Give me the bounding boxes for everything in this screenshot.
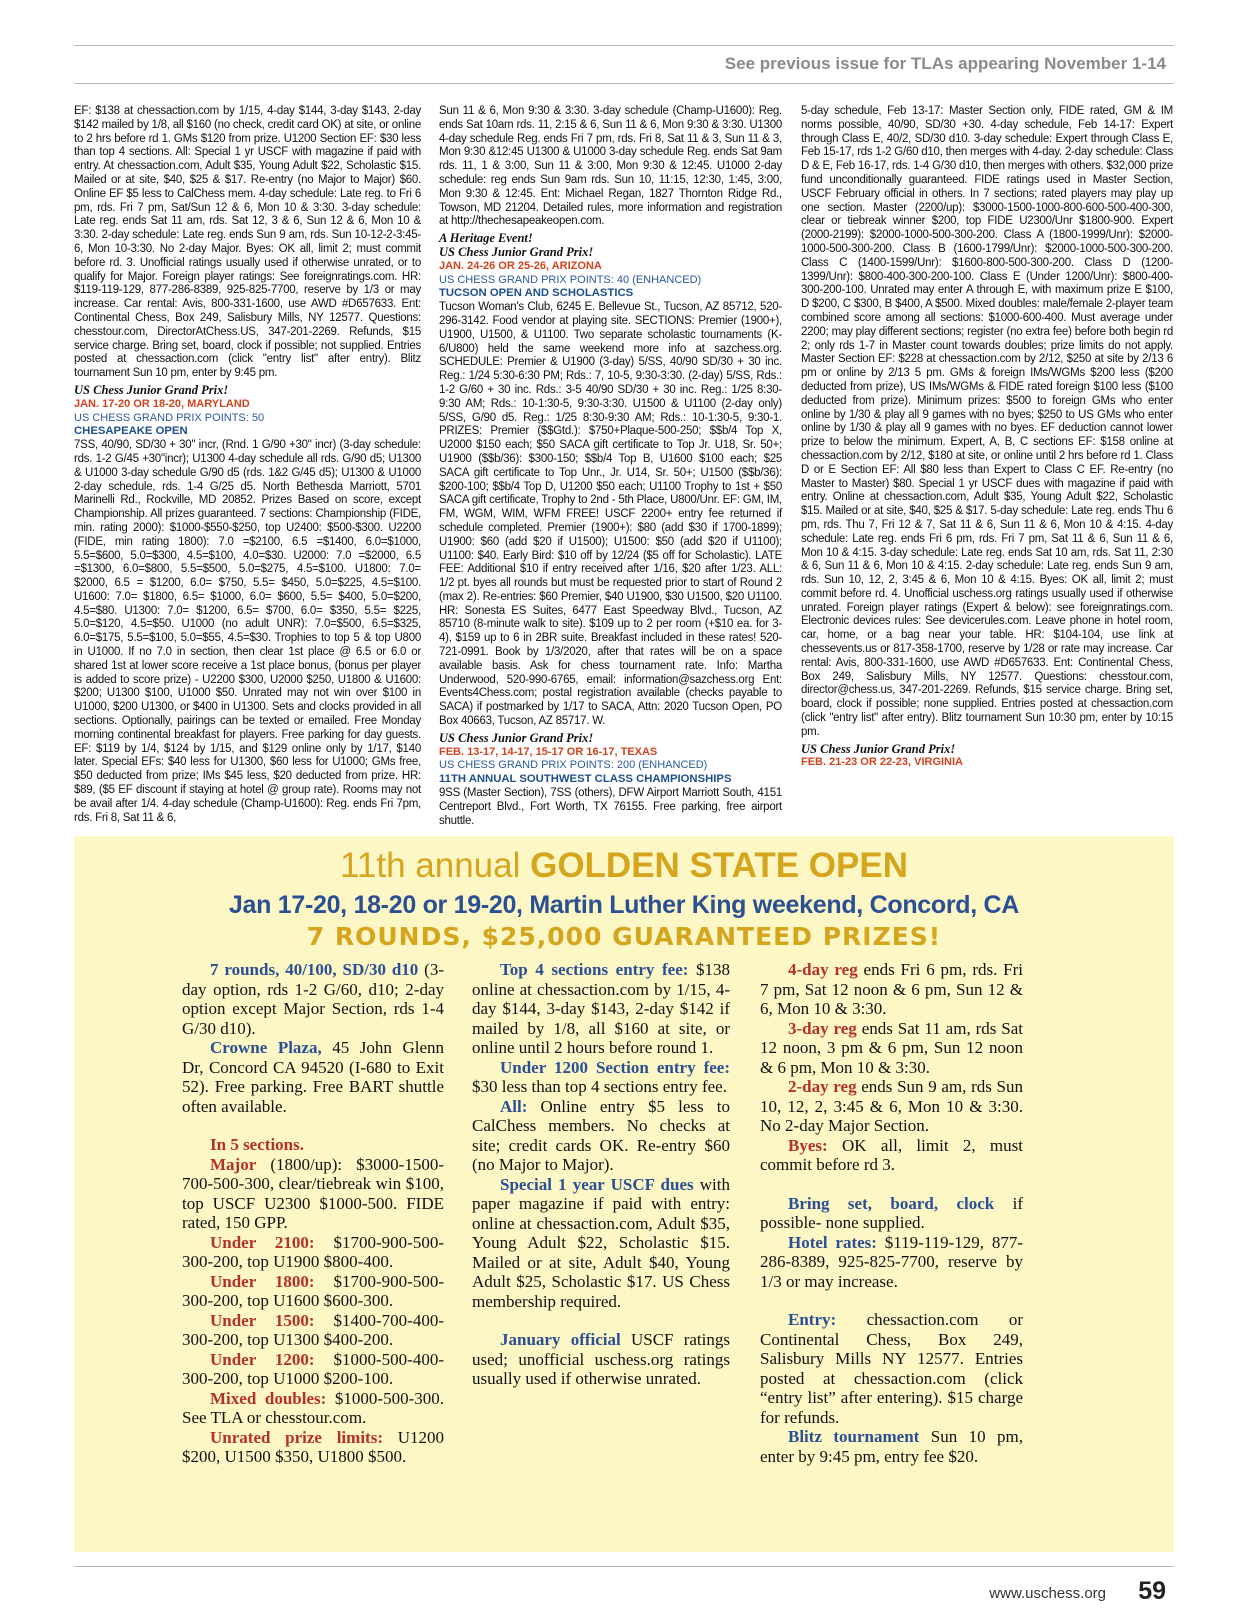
listing-dates: JAN. 17-20 OR 18-20, MARYLAND [74, 397, 250, 410]
listing-text: 5-day schedule, Feb 13-17: Master Section only, FIDE rated, GM & IM norms possible, 40/90, SD/30 +30. 4-day schedule, Feb 14-17: Expert through Class E, 40/2, SD/30 d10. 3-day schedule: Expert through Class E, Feb 15-17, rds 1-2 G/60 d10, then merges with 4-day. 2-day schedule: Class D & E, Feb 16-17, rds. 1-4 G/30 d10, then merges with others. $32,000 prize fund unconditionally guaranteed. FIDE ratings used in Master Section, USCF February official in others. In 7 sections; rated players may play up one section. Master (2200/up): $3000-1500-1000-800-600-500-400-300, clear or tiebreak winner $200, top FIDE U2300/Unr $1800-900. Expert (2000-2199): $2000-1000-500-300-200. Class A (1800-1999/Unr): $2000-1000-500-300-200. Class B (1600-1799/Unr): $2000-1000-500-300-200. Class C (1400-1599/Unr): $1600-800-500-300-200. Class D (1200-1399/Unr): $800-400-300-200-100. Class E (Under 1200/Unr): $800-400-300-200-100. Unrated may enter A through E, with maximum prize E $100, D $200, C $300, B $400, A $500. Mixed doubles: male/female 2-player team combined score among all sections: $1000-600-400. Must average under 2200; may play different sections; register (no extra fee) before both begin rd 2; only rds 1-7 in Master count towards doubles; prize limits do not apply. Master Section EF: $228 at chessaction.com by 2/12, $250 at site by 2/13 6 pm or online by 2/13 5 pm. GMs & foreign IMs/WGMs $200 less ($200 deducted from prize), US IMs/WGMs & FIDE rated foreign $100 less ($100 deducted from prize). Minimum prizes: $500 to foreign GMs who enter online by 1/30 & play all 9 games with no byes; $250 to US GMs who enter online by 1/30 & play all 9 games with no byes. EF deduction cannot lower prize to below the minimum. Expert, A, B, C sections EF: $158 online at chessaction.com by 2/12, $180 at site, or online until 2 hrs before rd 1. Class D or E Section EF: All $80 less than Expert to Class C EF. Re-entry (no Master to Master) $80. Special 1 yr USCF dues with magazine if paid with entry. Online at chessaction.com, Adult $35, Young Adult $22, Scholastic $15. Mailed or at site, $40, $25 & $17. 5-day schedule: Late reg. ends Thu 6 pm, rds. Thu 7, Fri 12 & 7, Sat 11 & 6, Sun 11 & 6, Mon 10 & 4:15. 4-day schedule: Late reg. ends Fri 6 pm, rds. Fri 7 pm, Sat 11 & 6, Sun 11 & 6, Mon 10 & 4:15. 3-day schedule: Late reg. ends Sat 10 am, rds. Sat 11, 2:30 & 6, Sun 11 & 6, Mon 10 & 4:15. 2-day schedule: Late reg. ends Sun 9 am, rds. Sun 10, 12, 2, 3:45 & 6, Mon 10 & 4:15. Byes: OK all, limit 2; must commit before rd. 4. Unofficial uschess.org ratings usually used if otherwise unrated. Foreign player ratings (Expert & below): see foreignratings.com. Electronic devices rules: See devicerules.com. Leave phone in hotel room, car, home, or a bag near your table. HR: $104-104, use link at chessevents.us or 817-358-1700, reserve by 1/28 or rate may increase. Car rental: Avis, 800-331-1600, use AWD #D657633. Ent: Continental Chess, Box 249, Salisbury Mills, NY 12577. Questions: chesstour.com, director@chess.us, 347-201-2269. Refunds, $15 service charge. Bring set, board, clock if possible; none supplied. Entries posted at chessaction.com (click "entry list" after entry). Blitz tournament Sun 10:30 pm, enter by 10:15 pm. [801, 105, 1173, 738]
ad-text: $1000-500-400-300-200, top U1000 $200-100. [182, 1349, 444, 1388]
listing-heritage: A Heritage Event! [439, 231, 533, 246]
listing-dates: FEB. 21-23 OR 22-23, VIRGINIA [801, 756, 963, 769]
ad-label: Under 1800: [210, 1271, 315, 1291]
ad-text: 45 John Glenn Dr, Concord CA 94520 (I-680 to Exit 52). Free parking. Free BART shuttle often available. [182, 1038, 444, 1116]
ad-label: In 5 sections. [210, 1135, 304, 1154]
ad-para [182, 1272, 444, 1311]
ad-text: Online entry $5 less to CalChess members. No checks at site; credit cards OK. Re-entry $60 (no Major to Major). [472, 1096, 730, 1174]
listing-event-title: TUCSON OPEN AND SCHOLASTICS [439, 287, 634, 300]
ad-para [182, 1350, 444, 1389]
page-number: 59 [1138, 1577, 1166, 1605]
ad-text: ends Fri 6 pm, rds. Fri 7 pm, Sat 12 noon & 6 pm, Sun 12 & 6, Mon 10 & 3:30. [760, 960, 1024, 1018]
ad-para [182, 1311, 444, 1350]
ad-text: $30 less than top 4 sections entry fee. [472, 1077, 727, 1096]
ad-text: $1000-500-300. See TLA or chesstour.com. [182, 1388, 444, 1427]
column-2 [439, 105, 782, 827]
ad-title-prefix: 11th annual [340, 846, 531, 885]
ad-column-3 [760, 960, 1023, 1466]
ad-column-1 [182, 960, 444, 1467]
ad-text: U1200 $200, U1500 $350, U1800 $500. [182, 1427, 444, 1466]
ad-text: $1700-900-500-300-200, top U1600 $600-300. [182, 1271, 444, 1310]
ad-para [760, 1019, 1023, 1078]
ad-para [760, 1310, 1023, 1427]
listing-gp-points: US CHESS GRAND PRIX POINTS: 200 (ENHANCED) [439, 759, 708, 772]
listing-text: 9SS (Master Section), 7SS (others), DFW Airport Marriott South, 4151 Centreport Blvd., Fort Worth, TX 76155. Free parking, free airport shuttle. [439, 787, 782, 827]
ad-label: 3-day reg [788, 1018, 857, 1038]
footer-rule [74, 1566, 1174, 1567]
ad-para [760, 1427, 1023, 1466]
ad-label: Hotel rates: [788, 1232, 877, 1252]
ad-label: 4-day reg [788, 960, 858, 979]
listing-heritage: US Chess Junior Grand Prix! [801, 741, 956, 756]
ad-label: Unrated prize limits: [210, 1427, 383, 1447]
footer-url[interactable]: www.uschess.org [989, 1585, 1106, 1602]
listing-gp-points: US CHESS GRAND PRIX POINTS: 50 [74, 411, 265, 424]
ad-text: USCF ratings used; unofficial uschess.org ratings usually used if otherwise unrated. [472, 1330, 730, 1388]
ad-text: (3-day option, rds 1-2 G/60, d10; 2-day option except Major Section, rds 1-4 G/30 d10). [182, 960, 444, 1038]
ad-subtitle: Jan 17-20, 18-20 or 19-20, Martin Luther King weekend, Concord, CA [228, 891, 1020, 919]
ad-column-2 [472, 960, 730, 1389]
ad-label: Crowne Plaza, [210, 1038, 322, 1057]
ad-text: ends Sat 11 am, rds Sat 12 noon, 3 pm & 6 pm, Sun 12 noon & 6 pm, Mon 10 & 3:30. [760, 1018, 1023, 1077]
ad-para [472, 1058, 730, 1097]
ad-para [760, 1136, 1023, 1175]
ad-para [760, 1233, 1023, 1292]
listing-dates: JAN. 24-26 OR 25-26, ARIZONA [439, 259, 602, 272]
listing-heritage: US Chess Junior Grand Prix! [439, 244, 594, 259]
ad-text: ends Sun 9 am, rds Sun 10, 12, 2, 3:45 & 6, Mon 10 & 3:30. No 2-day Major Section. [760, 1077, 1023, 1135]
ad-para [182, 1233, 444, 1272]
ad-text: $1700-900-500-300-200, top U1900 $800-400. [182, 1232, 444, 1271]
ad-text: $138 online at chessaction.com by 1/15, 4-day $144, 3-day $143, 2-day $142 if mailed by 1/8, all $160 at site, or online until 2 hours before round 1. [472, 960, 731, 1057]
ad-text: $1400-700-400-300-200, top U1300 $400-200. [182, 1310, 444, 1349]
ad-label: January official [500, 1330, 621, 1349]
listing-gp-points: US CHESS GRAND PRIX POINTS: 40 (ENHANCED) [439, 273, 702, 286]
ad-label: All: [500, 1096, 528, 1116]
ad-para [760, 960, 1023, 1019]
ad-label: Byes: [788, 1135, 828, 1155]
listing-text: 7SS, 40/90, SD/30 + 30" incr, (Rnd. 1 G/90 +30" incr) (3-day schedule: rds. 1-2 G/45 +30"incr); U1300 4-day schedule all rds. G/90 d5; U1300 & U1000 3-day schedule G/90 d5 (rds. 1&2 G/45 d5); U1300 & U1000 2-day schedule, rds. 1-4 G/25 d5. North Bethesda Marriott, 5701 Marinelli Rd., Rockville, MD 20852. Prizes Based on score, except Championship. All prizes guaranteed. 7 sections: Championship (FIDE, min. rating 2000): $1000-$550-$250, top U2400: $500-$300. U2200 (FIDE, min rating 1800): 7.0 =$2100, 6.5 =$1400, 6.0=$1000, 5.5=$600, 5.0=$300, 4.5=$100, 4.0=$30. U2000: 7.0 =$2000, 6.5 =$1300, 6.0=$800, 5.5=$500, 5.0=$275, 4.5=$100. U1800: 7.0= $2000, 6.5 = $1200, 6.0= $750, 5.5= $450, 5.0=$225, 4.5=$100. U1600: 7.0= $1800, 6.5= $1000, 6.0= $600, 5.5= $400, 5.0=$200, 4.5=$80. U1300: 7.0= $1200, 6.5= $700, 6.0= $350, 5.5= $225, 5.0=$120, 4.5=$50. U1000 (no adult UNR): 7.0=$500, 6.5=$325, 6.0=$175, 5.5=$100, 5.0=$55, 4.5=$30. Trophies to top 5 & top U800 in U1000. If no 7.0 in section, then clear 1st place @ 6.5 or 6.0 or shared 1st at lower score receive a 1st place bonus, (bonus per player is added to score prize) - U2200 $300, U2000 $250, U1800 & U1600: $200; U1300 $100, U1000 $50. Unrated may not win over $100 in U1000, $200 U1300, or $400 in U1300. Sets and clocks provided in all sections. Optionally, pairings can be texted or emailed. Free Monday morning continental breakfast for players. Free parking for day guests. EF: $119 by 1/4, $124 by 1/15, and $129 online only by 1/17, $140 later. Special EFs: $40 less for U1300, $60 less for U1000; GMs free, $50 deducted from prize; IMs $45 less, $20 deducted from prize. HR: $89, ($5 EF discount if staying at hotel @ group rate). Rooms may not be avail after 1/4. 4-day schedule (Champ-U1600): Reg. ends Fri 7pm, rds. Fri 8, Sat 11 & 6, [74, 439, 421, 824]
ad-para [760, 1077, 1023, 1136]
ad-para [182, 1038, 444, 1116]
ad-text: Sun 10 pm, enter by 9:45 pm, entry fee $20. [760, 1427, 1023, 1466]
listing-text: Sun 11 & 6, Mon 9:30 & 3:30. 3-day schedule (Champ-U1600): Reg. ends Sat 10am rds. 11, 2:15 & 6, Sun 11 & 6, Mon 9:30 & 3:30. U1300 4-day schedule Reg. ends Fri 7 pm, rds. Fri 8, Sat 11 & 3, Sun 11 & 3, Mon 9:30 &12:45 U1300 & U1000 3-day schedule Reg. ends Sat 9am rds. 11, 1 & 3:00, Sun 11 & 3:00, Mon 9:30 & 12:45. U1000 2-day schedule: reg ends Sun 9am rds. Sun 10, 11:15, 12:30, 1:45, 3:00, Mon 9:30 & 12:45. Ent: Michael Regan, 1827 Thornton Ridge Rd., Towson, MD 21204. Detailed rules, more information and registration at http://thechesapeakeopen.com. [439, 105, 782, 228]
ad-rounds-banner: 7 ROUNDS, $25,000 GUARANTEED PRIZES! [306, 922, 942, 951]
ad-para [182, 1428, 444, 1467]
ad-label: Bring set, board, clock [788, 1193, 995, 1213]
ad-label: Special 1 year USCF dues [500, 1174, 694, 1194]
listing-event-title: 11TH ANNUAL SOUTHWEST CLASS CHAMPIONSHIPS [439, 773, 732, 786]
ad-para [760, 1194, 1023, 1233]
ad-label: Mixed doubles: [210, 1388, 327, 1408]
golden-state-open-ad [74, 836, 1174, 1552]
listing-heritage: US Chess Junior Grand Prix! [439, 730, 594, 745]
listing-text: EF: $138 at chessaction.com by 1/15, 4-day $144, 3-day $143, 2-day $142 mailed by 1/8, all $160 (no check, credit card OK) at site, or online to 2 hrs before rd 1. GMs $120 from prize. U1200 Section EF: $30 less than top 4 sections. All: Special 1 yr USCF with magazine if paid with entry. At chessaction.com, Adult $35, Young Adult $22, Scholastic $15. Mailed or at site, $40, $25 & $17. Re-entry (no Major to Major) $60. Online EF $5 less to CalChess mem. 4-day schedule: Late reg. to Fri 6 pm, rds. Fri 7 pm, Sat/Sun 12 & 6, Mon 10 & 3:30. 3-day schedule: Late reg. ends Sat 11 am, rds. Sat 12, 3 & 6, Sun 12 & 6, Mon 10 & 3:30. 2-day schedule: Late reg. ends Sun 9 am, rds. Sun 10-12-2-3:45-6, Mon 10-3:30. No 2-day Major. Byes: OK all, limit 2; must commit before rd. 3. Unofficial ratings usually used if otherwise unrated, or to qualify for Major. Foreign player ratings: See foreignratings.com. HR: $119-119-129, 877-286-8389, 925-825-7700, reserve by 1/3 or may increase. Car rental: Avis, 800-331-1600, use AWD #D657633. Ent: Continental Chess, Box 249, Salisbury Mills, NY 12577. Questions: chesstour.com, DirectorAtChess.US, 347-201-2269. Refunds, $15 service charge. Bring set, board, clock if possible; not supplied. Entries posted at chessaction.com (click "entry list" after entry). Blitz tournament Sun 10 pm, enter by 9:45 pm. [74, 105, 421, 380]
ad-label: Under 1500: [210, 1310, 315, 1330]
header-rule-bottom [74, 83, 1174, 84]
ad-text: with paper magazine if paid with entry: online at chessaction.com, Adult $35, Young Adult $22, Scholastic $15. Mailed or at site, Adult $40, Young Adult $25, Scholastic $17. US Chess membership required. [472, 1174, 730, 1311]
ad-label: Entry: [788, 1310, 837, 1329]
ad-label: 7 rounds, 40/100, SD/30 d10 [210, 960, 419, 979]
header-rule [74, 45, 1174, 46]
ad-para [182, 1135, 444, 1155]
ad-text: OK all, limit 2, must commit before rd 3. [760, 1135, 1023, 1174]
ad-label: Blitz tournament [788, 1427, 920, 1446]
ad-label: 2-day reg [788, 1077, 857, 1096]
column-1 [74, 105, 421, 824]
ad-title [74, 844, 1174, 888]
ad-text: $119-119-129, 877-286-8389, 925-825-7700, reserve by 1/3 or may increase. [760, 1232, 1023, 1291]
ad-text: (1800/up): $3000-1500-700-500-300, clear/tiebreak win $100, top USCF U2300 $1000-500. FIDE rated, 150 GPP. [182, 1154, 444, 1232]
ad-para [182, 960, 444, 1038]
ad-label: Major [210, 1154, 257, 1174]
ad-label: Under 1200 Section entry fee: [500, 1057, 730, 1077]
ad-label: Top 4 sections entry fee: [500, 960, 689, 979]
ad-para [472, 1330, 730, 1389]
ad-para [182, 1155, 444, 1233]
ad-text: if possible- none supplied. [760, 1193, 1023, 1232]
listing-dates: FEB. 13-17, 14-17, 15-17 OR 16-17, TEXAS [439, 745, 658, 758]
column-3 [801, 105, 1173, 820]
listing-text: Tucson Woman's Club, 6245 E. Bellevue St., Tucson, AZ 85712, 520-296-3142. Food vendor at playing site. SECTIONS: Premier (1900+), U1900, U1500, & U1100. Two separate scholastic tournaments (K-6/U800) held the same weekend more info at sazchess.org. SCHEDULE: Premier & U1900 (3-day) 5/SS, 40/90 SD/30 + 30 inc. Reg.: 1/24 5:30-6:30 PM; Rds.: 7, 10-5, 9:30-3:30. (2-day) 5/SS, Rds.: 1-2 G/60 + 30 inc. Rds.: 3-5 40/90 SD/30 + 30 inc. Reg.: 1/25 8:30-9:30 AM; Rds.: 10-1:30-5, 9:30-3:30. U1500 & U1100 (2-day only) 5/SS, G/90 d5. Reg.: 1/25 8:30-9:30 AM; Rds.: 10-1:30-5, 9:30-1. PRIZES: Premier ($$Gtd.): $750+Plaque-500-250; $$b/4 Top X, U2000 $150 each; $50 SACA gift certificate to Top Jr. U18, Sr. 50+; U1900 ($$b/36): $300-150; $$b/4 Top B, U1600 $100 each; $25 SACA gift certificate to Top Unr., Jr. U14, Sr. 50+; U1500 ($$b/36): $200-100; $$b/4 Top D, U1200 $50 each; U1100 Trophy to 1st + $50 SACA gift certificate, Trophy to 2nd - 5th Place, U800/Unr. EF: GM, IM, FM, WGM, WIM, WFM FREE! USCF 2200+ entry fee returned if schedule completed. Premier (1900+): $80 (add $30 if 1700-1899); U1900: $60 (add $20 if U1500); U1500: $50 (add $20 if U1100); U1100: $40. Early Bird: $10 off by 12/24 ($5 off for Scholastic). LATE FEE: Additional $10 if entry received after 1/16, $20 after 1/23. ALL: 1/2 pt. byes all rounds but must be requested prior to start of Round 2 (max 2). Re-entries: $60 Premier, $40 U1900, $30 U1500, $20 U1100. HR: Sonesta ES Suites, 6477 East Speedway Blvd., Tucson, AZ 85710 (8-minute walk to site). $109 up to 2 per room (+$10 ea. for 3-4), $159 up to 6 in 2BR suite. Breakfast included in these rates! 520-721-0991. Book by 1/3/2020, after that rates will be on a space available basis. Ask for chess tournament rate. Info: Martha Underwood, 520-990-6765, email: information@sazchess.org Ent: Events4Chess.com; postal registration available (checks payable to SACA) if postmarked by 1/17 to SACA, Attn: 2020 Tucson Open, PO Box 40663, Tucson, AZ 85717. W. [439, 301, 782, 728]
ad-para [472, 1175, 730, 1312]
listing-event-title: CHESAPEAKE OPEN [74, 425, 188, 438]
listing-heritage: US Chess Junior Grand Prix! [74, 382, 229, 397]
ad-label: Under 2100: [210, 1232, 315, 1252]
ad-text: chessaction.com or Continental Chess, Box 249, Salisbury Mills NY 12577. Entries posted at chessaction.com (click “entry list” after entering). $15 charge for refunds. [760, 1310, 1023, 1427]
ad-para [182, 1389, 444, 1428]
ad-para [472, 1097, 730, 1175]
header-note: See previous issue for TLAs appearing November 1-14 [724, 54, 1166, 73]
ad-label: Under 1200: [210, 1349, 315, 1369]
ad-para [472, 960, 730, 1058]
ad-title-main: GOLDEN STATE OPEN [530, 846, 908, 885]
